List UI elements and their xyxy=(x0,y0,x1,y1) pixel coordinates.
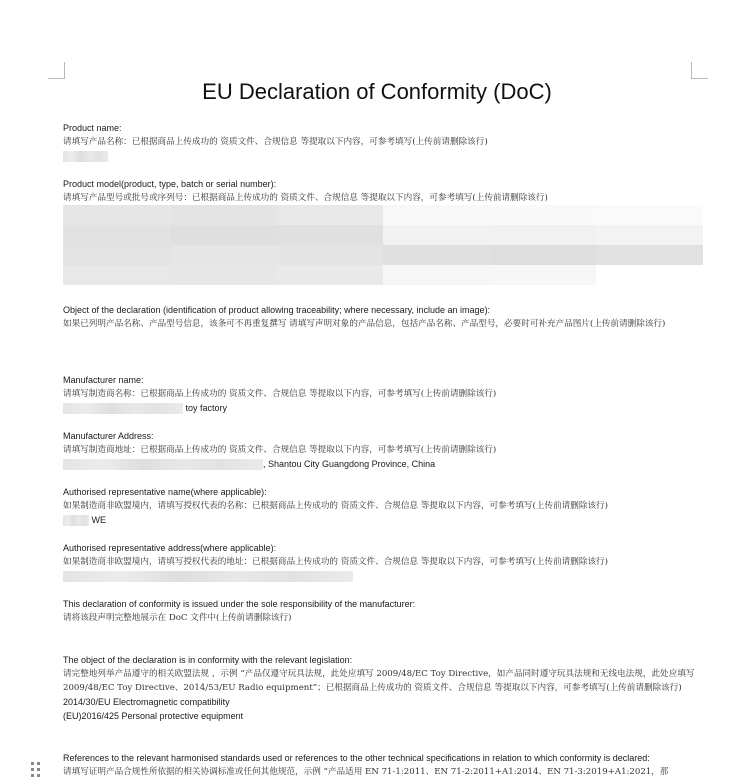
redacted-value xyxy=(63,459,263,470)
page-corner-mark-top-right xyxy=(691,62,708,79)
page-corner-mark-top-left xyxy=(48,62,65,79)
section-hint: 请填写制造商名称：已根据商品上传成功的 资质文件、合规信息 等提取以下内容，可参考填写(上传前请删除该行) xyxy=(63,389,497,399)
section-label: References to the relevant harmonised standards used or references to the other technical specifications in relation to which conformity is declared: xyxy=(63,753,650,763)
page-title: EU Declaration of Conformity (DoC) xyxy=(202,79,552,104)
section-product-name xyxy=(63,121,695,163)
section-manufacturer-address xyxy=(63,429,695,471)
redacted-value xyxy=(63,515,89,526)
section-label: Manufacturer name: xyxy=(63,375,144,385)
redacted-value xyxy=(63,151,108,162)
section-label: Manufacturer Address: xyxy=(63,431,154,441)
section-hint: 如果制造商非欧盟境内，请填写授权代表的名称：已根据商品上传成功的 资质文件、合规信息 等提取以下内容，可参考填写(上传前请删除该行) xyxy=(63,501,608,511)
section-label: Authorised representative address(where applicable): xyxy=(63,543,277,553)
section-hint: 如果已列明产品名称、产品型号信息，该条可不再重复撰写 请填写声明对象的产品信息，包括产品名称、产品型号，必要时可补充产品图片(上传前请删除该行) xyxy=(63,319,666,329)
section-product-model xyxy=(63,177,695,205)
redacted-value xyxy=(63,571,353,582)
drag-handle-icon[interactable] xyxy=(31,762,41,778)
section-authorised-rep-address xyxy=(63,541,695,583)
legislation-item: 2014/30/EU Electromagnetic compatibility xyxy=(63,697,230,707)
section-hint: 请填写制造商地址：已根据商品上传成功的 资质文件、合规信息 等提取以下内容，可参考填写(上传前请删除该行) xyxy=(63,445,497,455)
section-label: This declaration of conformity is issued under the sole responsibility of the manufacturer: xyxy=(63,599,416,609)
section-object-of-declaration xyxy=(63,303,695,331)
section-responsibility xyxy=(63,597,695,625)
redacted-value xyxy=(63,403,183,414)
section-hint: 如果制造商非欧盟境内，请填写授权代表的地址：已根据商品上传成功的 资质文件、合规信息 等提取以下内容，可参考填写(上传前请删除该行) xyxy=(63,557,608,567)
manufacturer-name-value: toy factory xyxy=(185,403,228,413)
section-legislation xyxy=(63,653,695,723)
section-hint: 请将该段声明完整地展示在 DoC 文件中(上传前请删除该行) xyxy=(63,613,292,623)
section-standards xyxy=(63,751,723,779)
section-hint: 请填写产品名称：已根据商品上传成功的 资质文件、合规信息 等提取以下内容，可参考填写(上传前请删除该行) xyxy=(63,137,488,147)
section-label: Product name: xyxy=(63,123,122,133)
section-hint: 请填写证明产品合规性所依据的相关协调标准或任何其他规范，示例 “产品适用 EN 71-1:2011、EN 71-2:2011+A1:2014、EN 71-3:2019+A1:2021，那 xyxy=(63,767,669,777)
section-hint: 请填写产品型号或批号或序列号：已根据商品上传成功的 资质文件、合规信息 等提取以下内容，可参考填写(上传前请删除该行) xyxy=(63,193,548,203)
legislation-item: (EU)2016/425 Personal protective equipment xyxy=(63,711,244,721)
section-label: The object of the declaration is in conformity with the relevant legislation: xyxy=(63,655,353,665)
section-hint: 请完整地列举产品遵守的相关欧盟法规 ，示例 “产品仅遵守玩具法规，此处应填写 2009/48/EC Toy Directive，如产品同时遵守玩具法规和无线电法规，此处应填写 2009/48/EC Toy Directive、2014/53/EU Radio equipment”；已根据商品上传成功的 资质文件、合规信息 等提取以下内容，可参考填写(上传前请删除该行) xyxy=(63,669,695,693)
section-manufacturer-name xyxy=(63,373,695,415)
section-label: Product model(product, type, batch or serial number): xyxy=(63,179,277,189)
section-authorised-rep-name xyxy=(63,485,695,527)
authorised-rep-name-value: WE xyxy=(91,515,107,525)
section-label: Object of the declaration (identification of product allowing traceability; where necessary, include an image): xyxy=(63,305,491,315)
redacted-model-block xyxy=(63,205,703,286)
manufacturer-address-value: , Shantou City Guangdong Province, China xyxy=(263,459,436,469)
section-label: Authorised representative name(where applicable): xyxy=(63,487,267,497)
